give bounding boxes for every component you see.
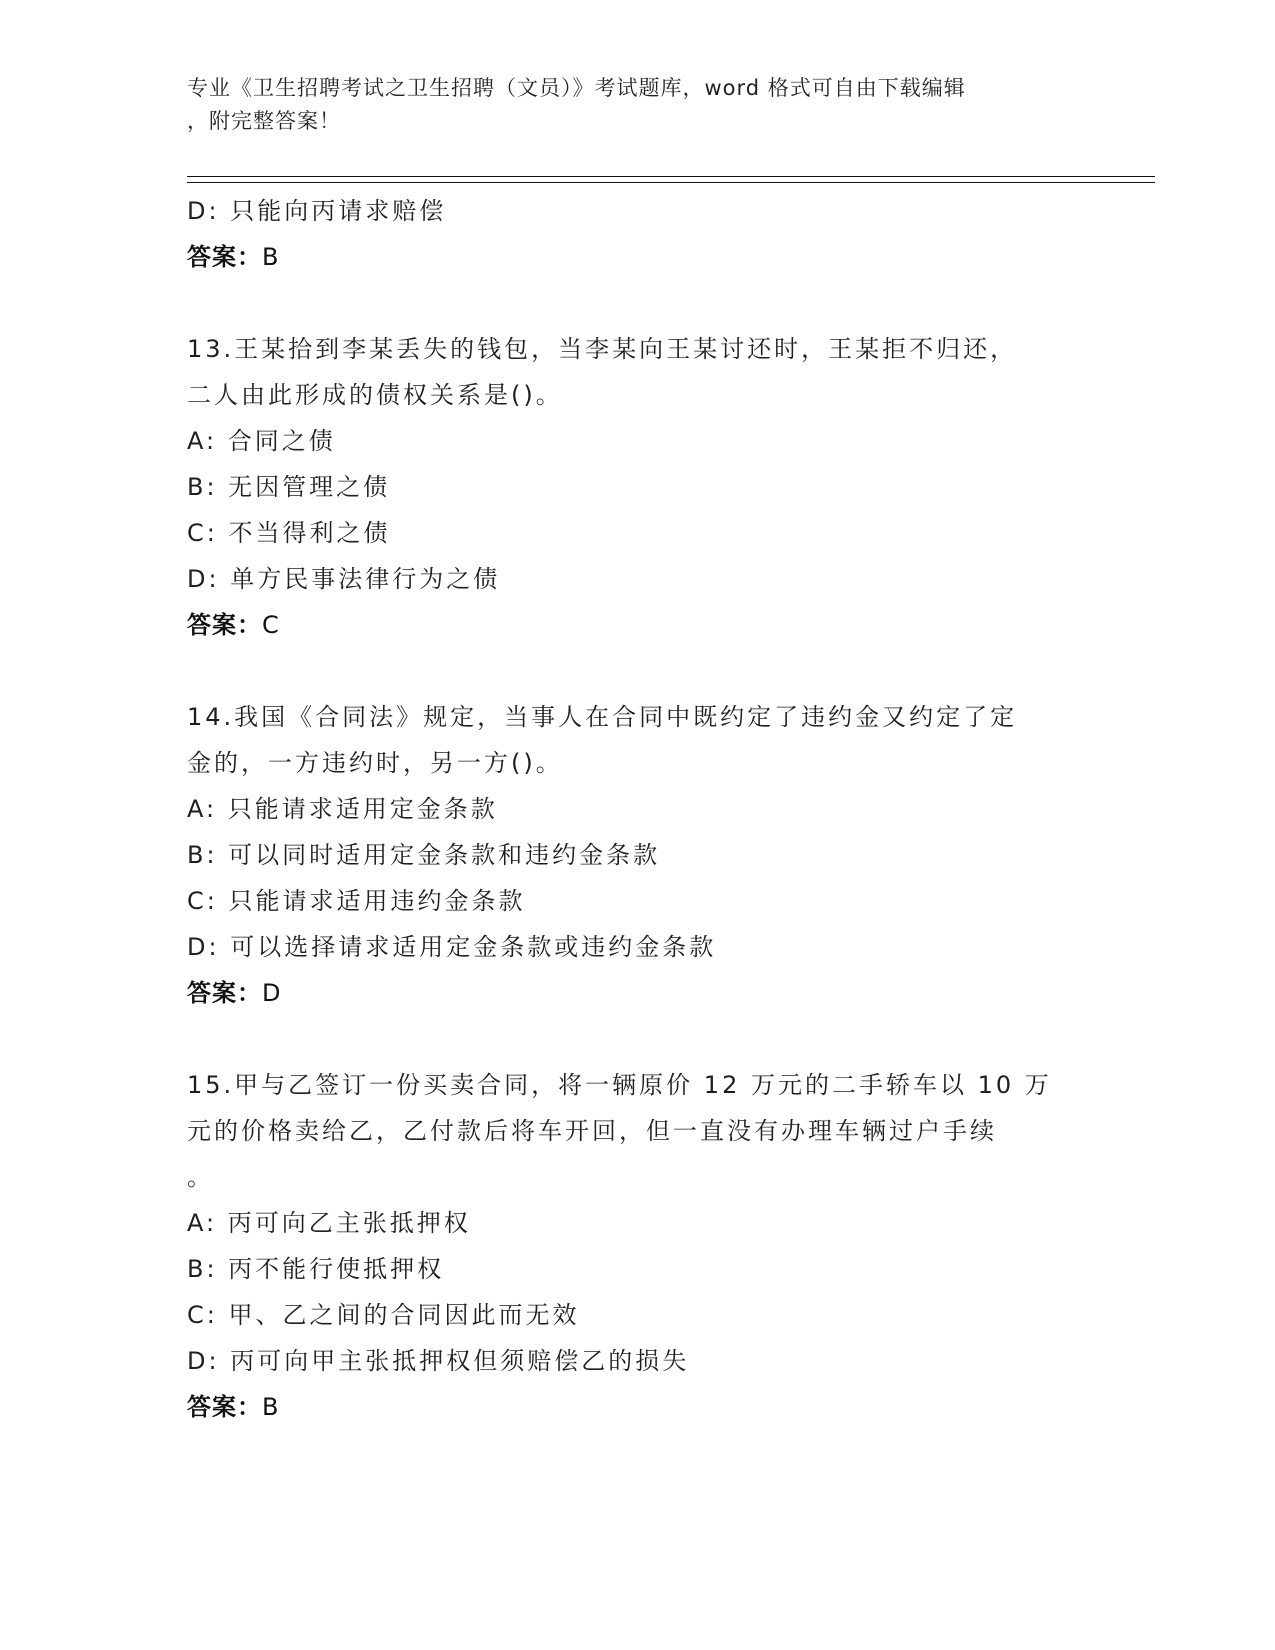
answer-line <box>187 1384 1087 1430</box>
question-stem-line: 13.王某拾到李某丢失的钱包，当李某向王某讨还时，王某拒不归还， <box>187 335 1018 363</box>
answer-line <box>187 602 1087 648</box>
question-stem-line: 。 <box>187 1163 214 1191</box>
question-15-stem <box>187 1062 1087 1200</box>
header-divider-top <box>187 176 1155 177</box>
answer-label: 答案： <box>187 979 262 1007</box>
answer-value: C <box>262 611 280 639</box>
option-a: A: 合同之债 <box>187 427 336 455</box>
question-stem-line: 二人由此形成的债权关系是()。 <box>187 381 563 409</box>
document-header <box>187 72 1087 138</box>
answer-value: D <box>262 979 282 1007</box>
question-14-stem <box>187 694 1087 786</box>
question-stem-line: 14.我国《合同法》规定，当事人在合同中既约定了违约金又约定了定 <box>187 703 1018 731</box>
answer-label: 答案： <box>187 611 262 639</box>
answer-label: 答案： <box>187 243 262 271</box>
option-b: B: 无因管理之债 <box>187 473 391 501</box>
header-divider-bottom <box>187 182 1155 183</box>
question-content <box>187 188 1087 1430</box>
header-line-2: ，附完整答案！ <box>187 109 341 133</box>
option-b: B: 可以同时适用定金条款和违约金条款 <box>187 841 661 869</box>
option-d: D: 单方民事法律行为之债 <box>187 565 501 593</box>
option-d: D: 可以选择请求适用定金条款或违约金条款 <box>187 933 717 961</box>
answer-label: 答案： <box>187 1393 262 1421</box>
option-a: A: 只能请求适用定金条款 <box>187 795 498 823</box>
answer-value: B <box>262 243 280 271</box>
answer-line <box>187 234 1087 280</box>
question-stem-line: 金的，一方违约时，另一方()。 <box>187 749 563 777</box>
answer-value: B <box>262 1393 280 1421</box>
option-d: D: 只能向丙请求赔偿 <box>187 197 447 225</box>
option-a: A: 丙可向乙主张抵押权 <box>187 1209 471 1237</box>
option-c: C: 只能请求适用违约金条款 <box>187 887 526 915</box>
question-stem-line: 15.甲与乙签订一份买卖合同，将一辆原价 12 万元的二手轿车以 10 万 <box>187 1071 1052 1099</box>
question-13-stem <box>187 326 1087 418</box>
option-b: B: 丙不能行使抵押权 <box>187 1255 445 1283</box>
option-c: C: 不当得利之债 <box>187 519 391 547</box>
option-d: D: 丙可向甲主张抵押权但须赔偿乙的损失 <box>187 1347 690 1375</box>
answer-line <box>187 970 1087 1016</box>
header-line-1: 专业《卫生招聘考试之卫生招聘（文员）》考试题库，word 格式可自由下载编辑 <box>187 76 966 100</box>
option-c: C: 甲、乙之间的合同因此而无效 <box>187 1301 580 1329</box>
question-stem-line: 元的价格卖给乙，乙付款后将车开回，但一直没有办理车辆过户手续 <box>187 1117 997 1145</box>
